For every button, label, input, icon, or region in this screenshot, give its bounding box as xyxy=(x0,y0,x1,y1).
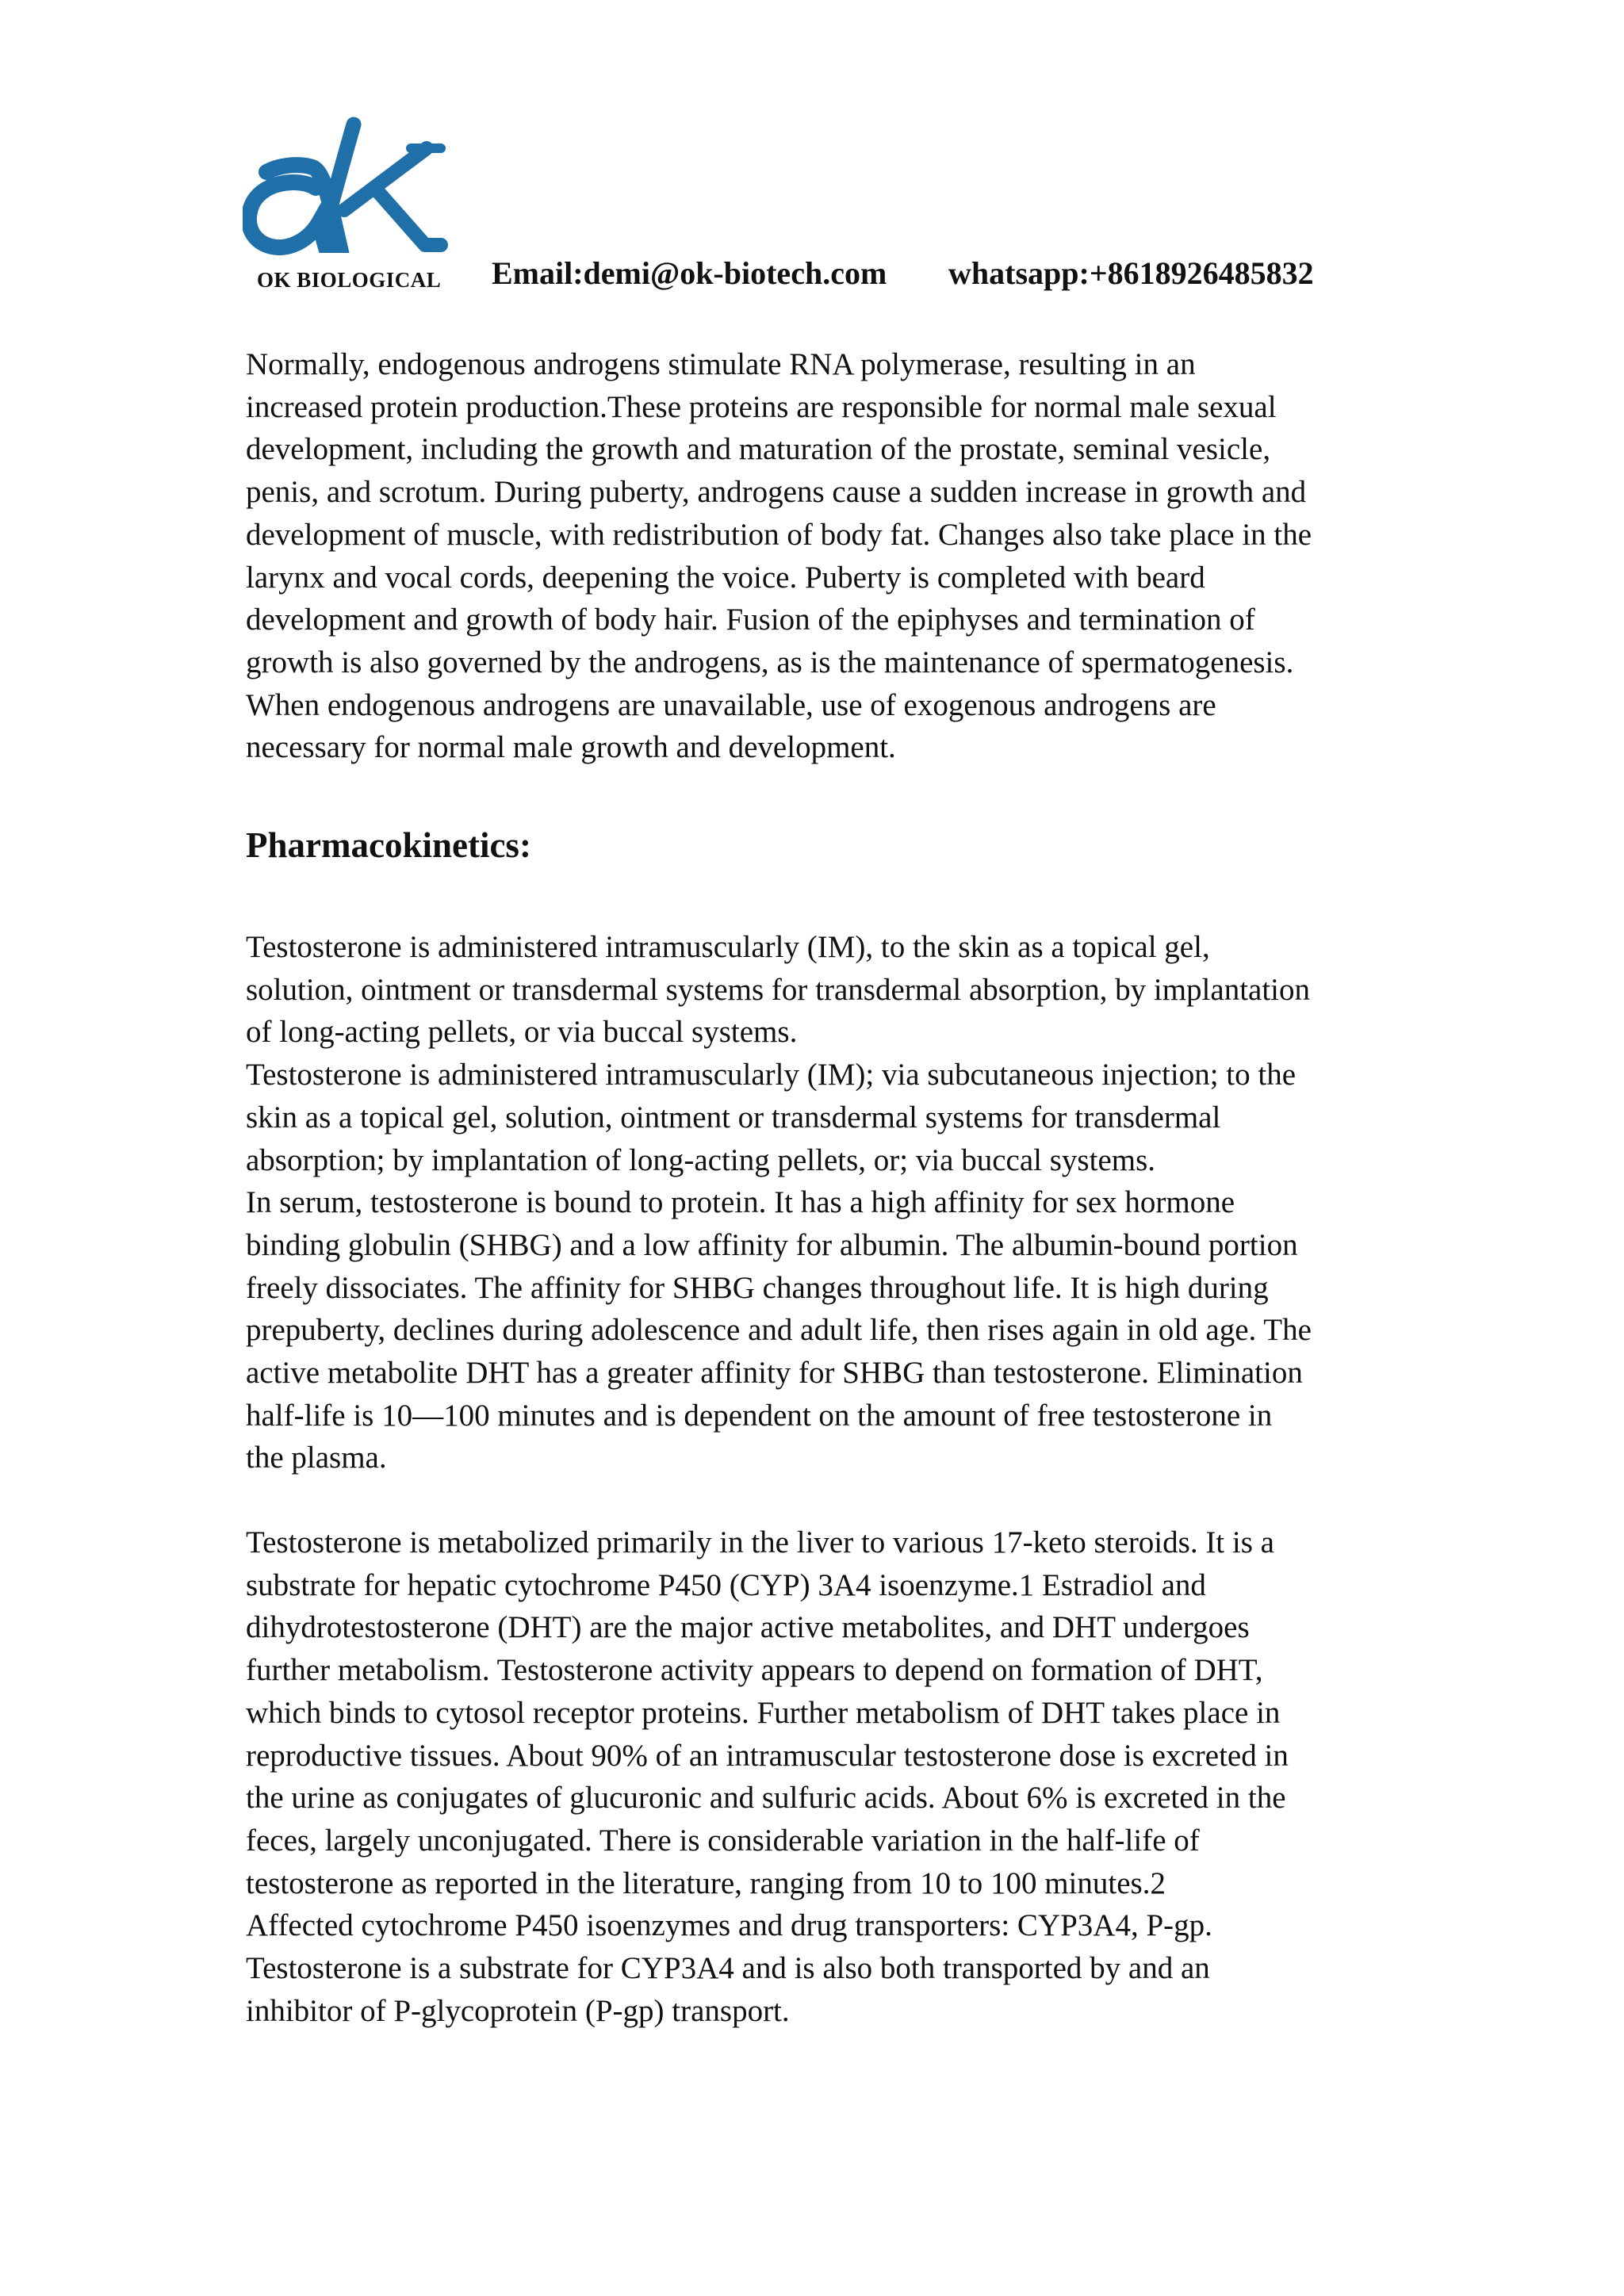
text-line: binding globulin (SHBG) and a low affinity for albumin. The albumin-bound portion xyxy=(246,1227,1298,1262)
text-line: feces, largely unconjugated. There is considerable variation in the half-life of xyxy=(246,1823,1200,1858)
text-line: freely dissociates. The affinity for SHBG changes throughout life. It is high during xyxy=(246,1270,1269,1305)
text-line: reproductive tissues. About 90% of an intramuscular testosterone dose is excreted in xyxy=(246,1738,1289,1773)
text-line: Testosterone is metabolized primarily in the liver to various 17-keto steroids. It is a xyxy=(246,1525,1274,1559)
text-line: necessary for normal male growth and development. xyxy=(246,730,896,765)
text-line: half-life is 10—100 minutes and is dependent on the amount of free testosterone in xyxy=(246,1398,1273,1433)
paragraph-androgen-effects xyxy=(246,343,1312,769)
paragraph-administration-binding xyxy=(246,926,1312,1479)
text-line: Affected cytochrome P450 isoenzymes and drug transporters: CYP3A4, P-gp. xyxy=(246,1908,1212,1943)
text-line: increased protein production.These proteins are responsible for normal male sexual xyxy=(246,389,1277,424)
ak-logo-icon xyxy=(243,115,449,266)
text-line: which binds to cytosol receptor proteins. Further metabolism of DHT takes place in xyxy=(246,1695,1281,1730)
text-line: prepuberty, declines during adolescence and adult life, then rises again in old age. The xyxy=(246,1313,1312,1348)
text-line: penis, and scrotum. During puberty, androgens cause a sudden increase in growth and xyxy=(246,475,1307,510)
text-line: solution, ointment or transdermal systems for transdermal absorption, by implantation xyxy=(246,972,1311,1007)
contact-email: Email:demi@ok-biotech.com xyxy=(492,255,887,291)
text-line: the urine as conjugates of glucuronic and sulfuric acids. About 6% is excreted in the xyxy=(246,1781,1286,1816)
text-line: Normally, endogenous androgens stimulate RNA polymerase, resulting in an xyxy=(246,347,1196,381)
text-line: When endogenous androgens are unavailable, use of exogenous androgens are xyxy=(246,687,1216,722)
text-line: further metabolism. Testosterone activity appears to depend on formation of DHT, xyxy=(246,1653,1263,1688)
logo-letter-k-leg xyxy=(377,191,441,245)
text-line: In serum, testosterone is bound to protein. It has a high affinity for sex hormone xyxy=(246,1185,1235,1220)
text-line: development and growth of body hair. Fusion of the epiphyses and termination of xyxy=(246,603,1255,637)
text-line: development of muscle, with redistribution of body fat. Changes also take place in the xyxy=(246,517,1312,552)
text-line: Testosterone is administered intramuscularly (IM); via subcutaneous injection; to the xyxy=(246,1058,1297,1093)
text-line: testosterone as reported in the literature, ranging from 10 to 100 minutes.2 xyxy=(246,1866,1166,1900)
text-line: Testosterone is administered intramuscularly (IM), to the skin as a topical gel, xyxy=(246,930,1210,964)
text-line: development, including the growth and maturation of the prostate, seminal vesicle, xyxy=(246,432,1271,467)
text-line: the plasma. xyxy=(246,1441,387,1475)
ok-biological-logo xyxy=(243,115,449,305)
text-line: absorption; by implantation of long-acting pellets, or; via buccal systems. xyxy=(246,1142,1156,1177)
text-line: skin as a topical gel, solution, ointment or transdermal systems for transdermal xyxy=(246,1100,1221,1135)
text-line: inhibitor of P-glycoprotein (P-gp) transport. xyxy=(246,1993,790,2028)
section-heading: Pharmacokinetics: xyxy=(246,825,531,865)
text-line: active metabolite DHT has a greater affinity for SHBG than testosterone. Elimination xyxy=(246,1356,1303,1391)
text-line: Testosterone is a substrate for CYP3A4 and is also both transported by and an xyxy=(246,1951,1210,1986)
text-line: of long-acting pellets, or via buccal systems. xyxy=(246,1015,798,1050)
page-header xyxy=(243,115,1392,305)
text-line: dihydrotestosterone (DHT) are the major active metabolites, and DHT undergoes xyxy=(246,1610,1250,1645)
paragraph-metabolism xyxy=(246,1521,1289,2032)
text-line: larynx and vocal cords, deepening the voice. Puberty is completed with beard xyxy=(246,560,1205,595)
logo-caption: OK BIOLOGICAL xyxy=(257,268,442,292)
text-line: growth is also governed by the androgens, as is the maintenance of spermatogenesis. xyxy=(246,645,1294,679)
text-line: substrate for hepatic cytochrome P450 (CYP) 3A4 isoenzyme.1 Estradiol and xyxy=(246,1567,1206,1602)
contact-whatsapp: whatsapp:+8618926485832 xyxy=(948,255,1314,291)
